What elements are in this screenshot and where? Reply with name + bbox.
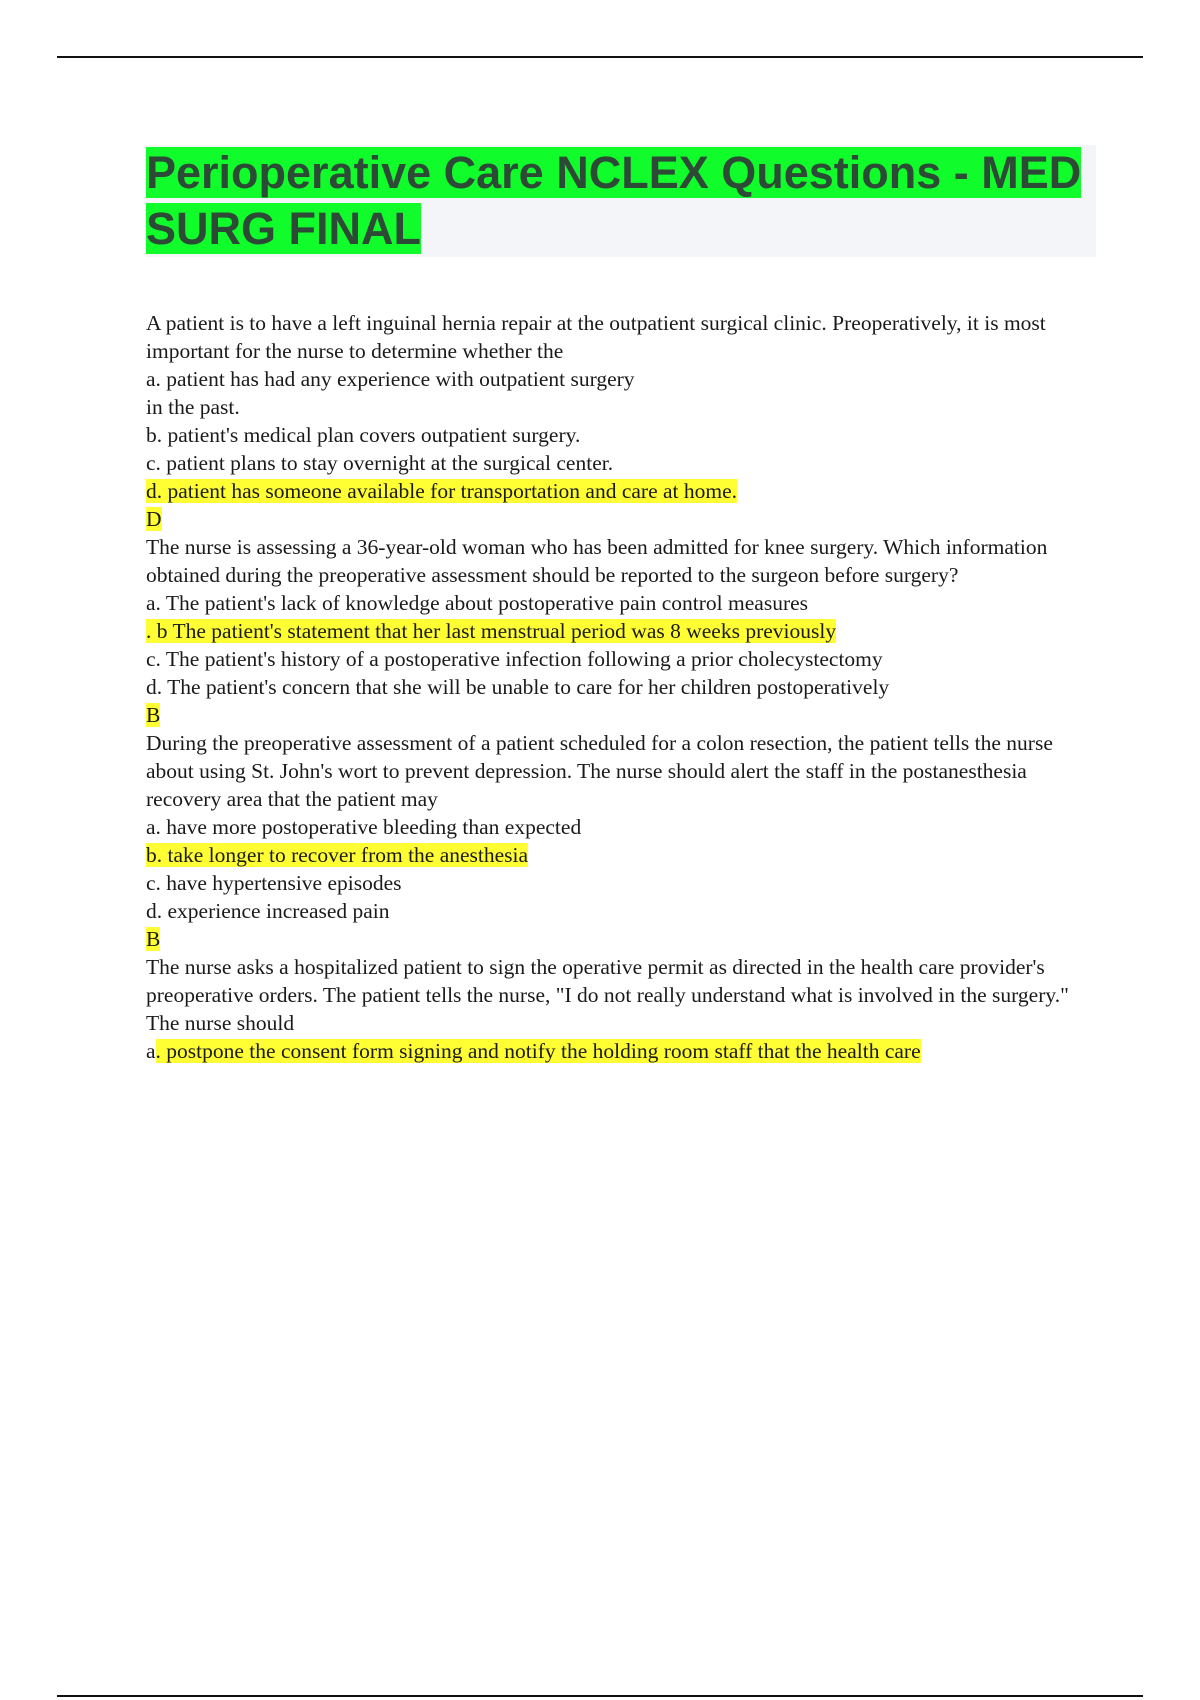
question-3-option-a: a. have more postoperative bleeding than expected xyxy=(146,815,582,839)
question-2-option-c: c. The patient's history of a postoperative infection following a prior cholecystectomy xyxy=(146,647,883,671)
question-2-prompt: The nurse is assessing a 36-year-old woman who has been admitted for knee surgery. Which information obtained during the preoperative assessment should be reported to the surgeon before surgery? xyxy=(146,535,1048,587)
question-3-option-b xyxy=(146,841,1096,869)
question-2-option-b-text: . b The patient's statement that her last menstrual period was 8 weeks previously xyxy=(146,619,837,643)
header-rule xyxy=(57,56,1143,58)
question-4-option-a-text: . postpone the consent form signing and notify the holding room staff that the health care xyxy=(155,1039,921,1063)
question-2-option-d: d. The patient's concern that she will be unable to care for her children postoperatively xyxy=(146,675,890,699)
question-1-option-d xyxy=(146,477,1096,505)
question-3-option-b-text: b. take longer to recover from the anesthesia xyxy=(146,843,529,867)
question-3-answer-letter: B xyxy=(146,927,161,951)
question-4-option-a-letter: a xyxy=(146,1039,156,1063)
question-1-answer xyxy=(146,505,1096,533)
question-1-answer-letter: D xyxy=(146,507,162,531)
question-2-option-a: a. The patient's lack of knowledge about postoperative pain control measures xyxy=(146,591,809,615)
question-3-option-d: d. experience increased pain xyxy=(146,899,390,923)
document-page xyxy=(146,145,1096,1065)
question-1-option-a: a. patient has had any experience with outpatient surgery in the past. xyxy=(146,367,635,419)
question-4-option-a xyxy=(146,1037,1096,1065)
question-3-prompt: During the preoperative assessment of a patient scheduled for a colon resection, the patient tells the nurse about using St. John's wort to prevent depression. The nurse should alert the staff in the postanesthesia recovery area that the patient may xyxy=(146,731,1053,811)
document-body xyxy=(146,309,1096,1065)
question-2-answer-letter: B xyxy=(146,703,161,727)
question-3-answer xyxy=(146,925,1096,953)
question-3-option-c: c. have hypertensive episodes xyxy=(146,871,402,895)
question-1-option-c: c. patient plans to stay overnight at the surgical center. xyxy=(146,451,614,475)
question-1-prompt: A patient is to have a left inguinal hernia repair at the outpatient surgical clinic. Preoperatively, it is most important for the nurse to determine whether the xyxy=(146,311,1046,363)
question-2-answer xyxy=(146,701,1096,729)
document-title: Perioperative Care NCLEX Questions - MED SURG FINAL xyxy=(146,147,1082,254)
question-1-option-d-text: d. patient has someone available for transportation and care at home. xyxy=(146,479,738,503)
title-block xyxy=(146,145,1096,257)
question-4-prompt: The nurse asks a hospitalized patient to sign the operative permit as directed in the health care provider's preoperative orders. The patient tells the nurse, "I do not really understand what is involved in the surgery." The nurse should xyxy=(146,955,1069,1035)
question-2-option-b xyxy=(146,617,1096,645)
question-1-option-b: b. patient's medical plan covers outpatient surgery. xyxy=(146,423,581,447)
footer-rule xyxy=(57,1695,1143,1697)
